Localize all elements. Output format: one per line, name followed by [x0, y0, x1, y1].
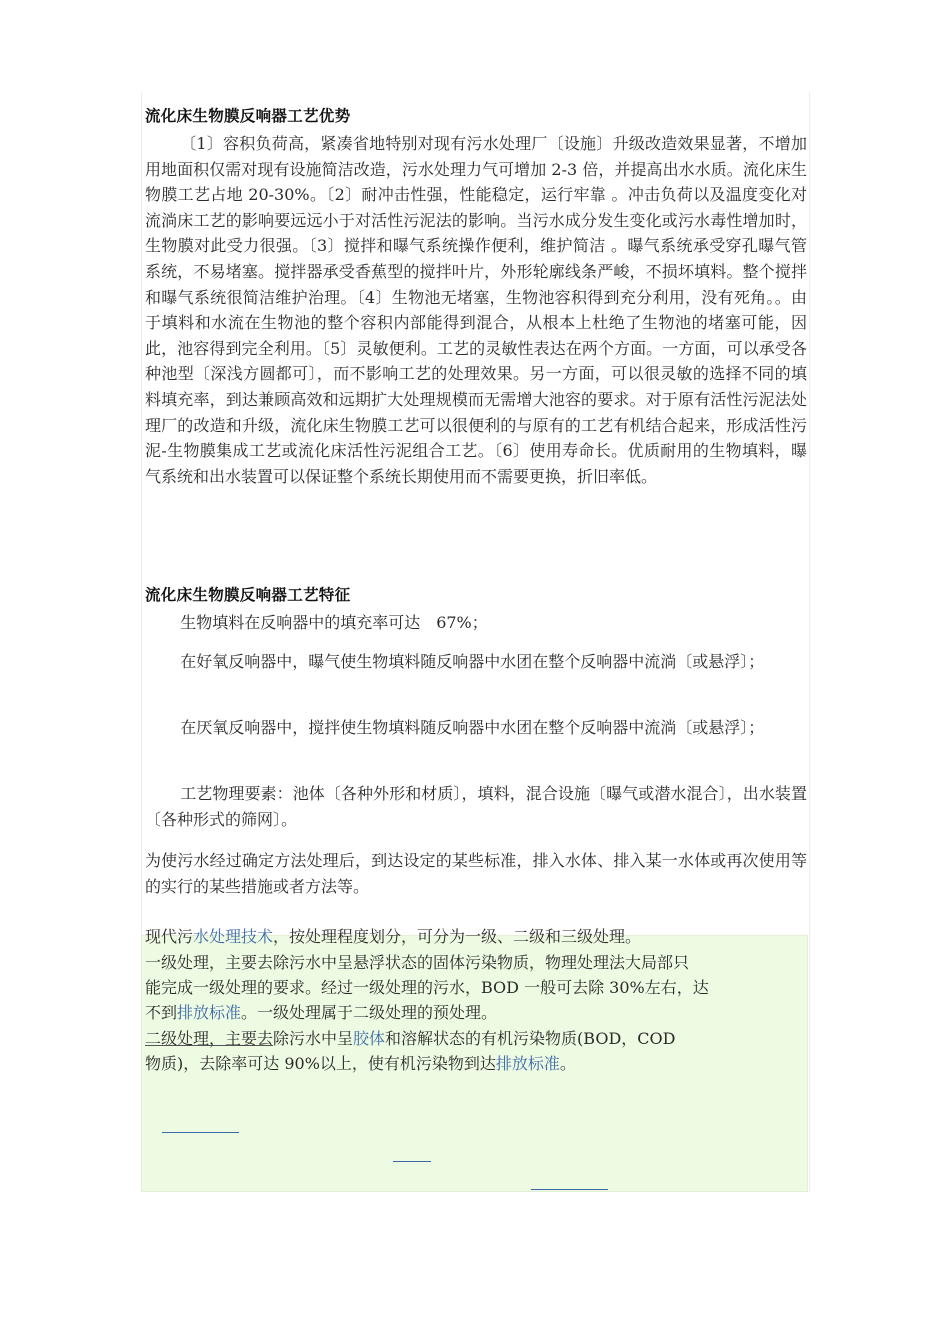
text: 除污水中呈: [273, 1029, 354, 1048]
text: 现代污: [145, 927, 194, 946]
text: 。一级处理属于二级处理的预处理。: [241, 1003, 498, 1022]
link-colloid[interactable]: 胶体: [353, 1029, 386, 1048]
feature-item: 在好氧反响器中，曝气使生物填料随反响器中水团在整个反响器中流淌〔或悬浮〕；: [180, 652, 765, 671]
text: 。: [559, 1054, 576, 1073]
underlined-text: 二级处理，主要去: [145, 1029, 274, 1048]
link-discharge-standard[interactable]: 排放标准: [495, 1054, 560, 1073]
treatment-line-5: [145, 1027, 675, 1051]
advantages-paragraph: 〔1〕容积负荷高，紧凑省地特别对现有污水处理厂〔设施〕升级改造效果显著，不增加用地面积仅需对现有设施简洁改造，污水处理力气可增加 2-3 倍，并提高出水水质。流化床生物膜工艺占地 20-30%。〔2〕耐冲击性强，性能稳定，运行牢靠 。冲击负荷以及温度变化对流淌床工艺的影响要远远小于对活性污泥法的影响。当污水成分发生变化或污水毒性增加时，生物膜对此受力很强。〔3〕搅拌和曝气系统操作便利，维护简洁 。曝气系统承受穿孔曝气管系统，不易堵塞。搅拌器承受香蕉型的搅拌叶片，外形轮廓线条严峻，不损坏填料。整个搅拌和曝气系统很简洁维护治理。〔4〕生物池无堵塞，生物池容积得到充分利用，没有死角。。由于填料和水流在生物池的整个容积内部能得到混合，从根本上杜绝了生物池的堵塞可能，因此，池容得到完全利用。〔5〕灵敏便利。工艺的灵敏性表达在两个方面。一方面，可以承受各种池型〔深浅方圆都可〕，而不影响工艺的处理效果。另一方面，可以很灵敏的选择不同的填料填充率，到达兼顾高效和远期扩大处理规模而无需增大池容的要求。对于原有活性污泥法处理厂的改造和升级，流化床生物膜工艺可以很便利的与原有的工艺有机结合起来，形成活性污泥-生物膜集成工艺或流化床活性污泥组合工艺。〔6〕使用寿命长。优质耐用的生物填料，曝气系统和出水装置可以保证整个系统长期使用而不需要更换，折旧率低。: [145, 134, 807, 486]
link-discharge-standard[interactable]: 排放标准: [177, 1003, 242, 1022]
feature-item: 工艺物理要素：池体〔各种外形和材质〕，填料，混合设施〔曝气或潜水混合〕，出水装置〔各种形式的筛网〕。: [145, 784, 807, 829]
definition-paragraph: 为使污水经过确定方法处理后，到达设定的某些标准，排入水体、排入某一水体或再次使用等的实行的某些措施或者方法等。: [145, 851, 807, 896]
link-underline[interactable]: [393, 1161, 431, 1162]
feature-item: 在厌氧反响器中，搅拌使生物填料随反响器中水团在整个反响器中流淌〔或悬浮〕；: [180, 718, 765, 737]
feature-item: 生物填料在反响器中的填充率可达 67%；: [180, 613, 488, 632]
treatment-line-3: 能完成一级处理的要求。经过一级处理的污水，BOD 一般可去除 30%左右，达: [145, 978, 709, 997]
text: ，按处理程度划分，可分为一级、二级和三级处理。: [273, 927, 642, 946]
text: 物质)，去除率可达 90%以上，使有机污染物到达: [145, 1054, 496, 1073]
text: 和溶解状态的有机污染物质(BOD，COD: [385, 1029, 676, 1048]
link-water-treatment-tech[interactable]: 水处理技术: [193, 927, 274, 946]
treatment-line-4: [145, 1001, 497, 1025]
text: 不到: [145, 1003, 178, 1022]
link-underline[interactable]: [162, 1132, 239, 1133]
treatment-line-2: 一级处理，主要去除污水中呈悬浮状态的固体污染物质，物理处理法大局部只: [145, 953, 690, 972]
section-title-advantages: 流化床生物膜反响器工艺优势: [145, 107, 351, 125]
link-underline[interactable]: [531, 1189, 608, 1190]
section-title-features: 流化床生物膜反响器工艺特征: [145, 586, 351, 604]
treatment-line-6: [145, 1052, 576, 1076]
treatment-line-1: [145, 925, 641, 949]
